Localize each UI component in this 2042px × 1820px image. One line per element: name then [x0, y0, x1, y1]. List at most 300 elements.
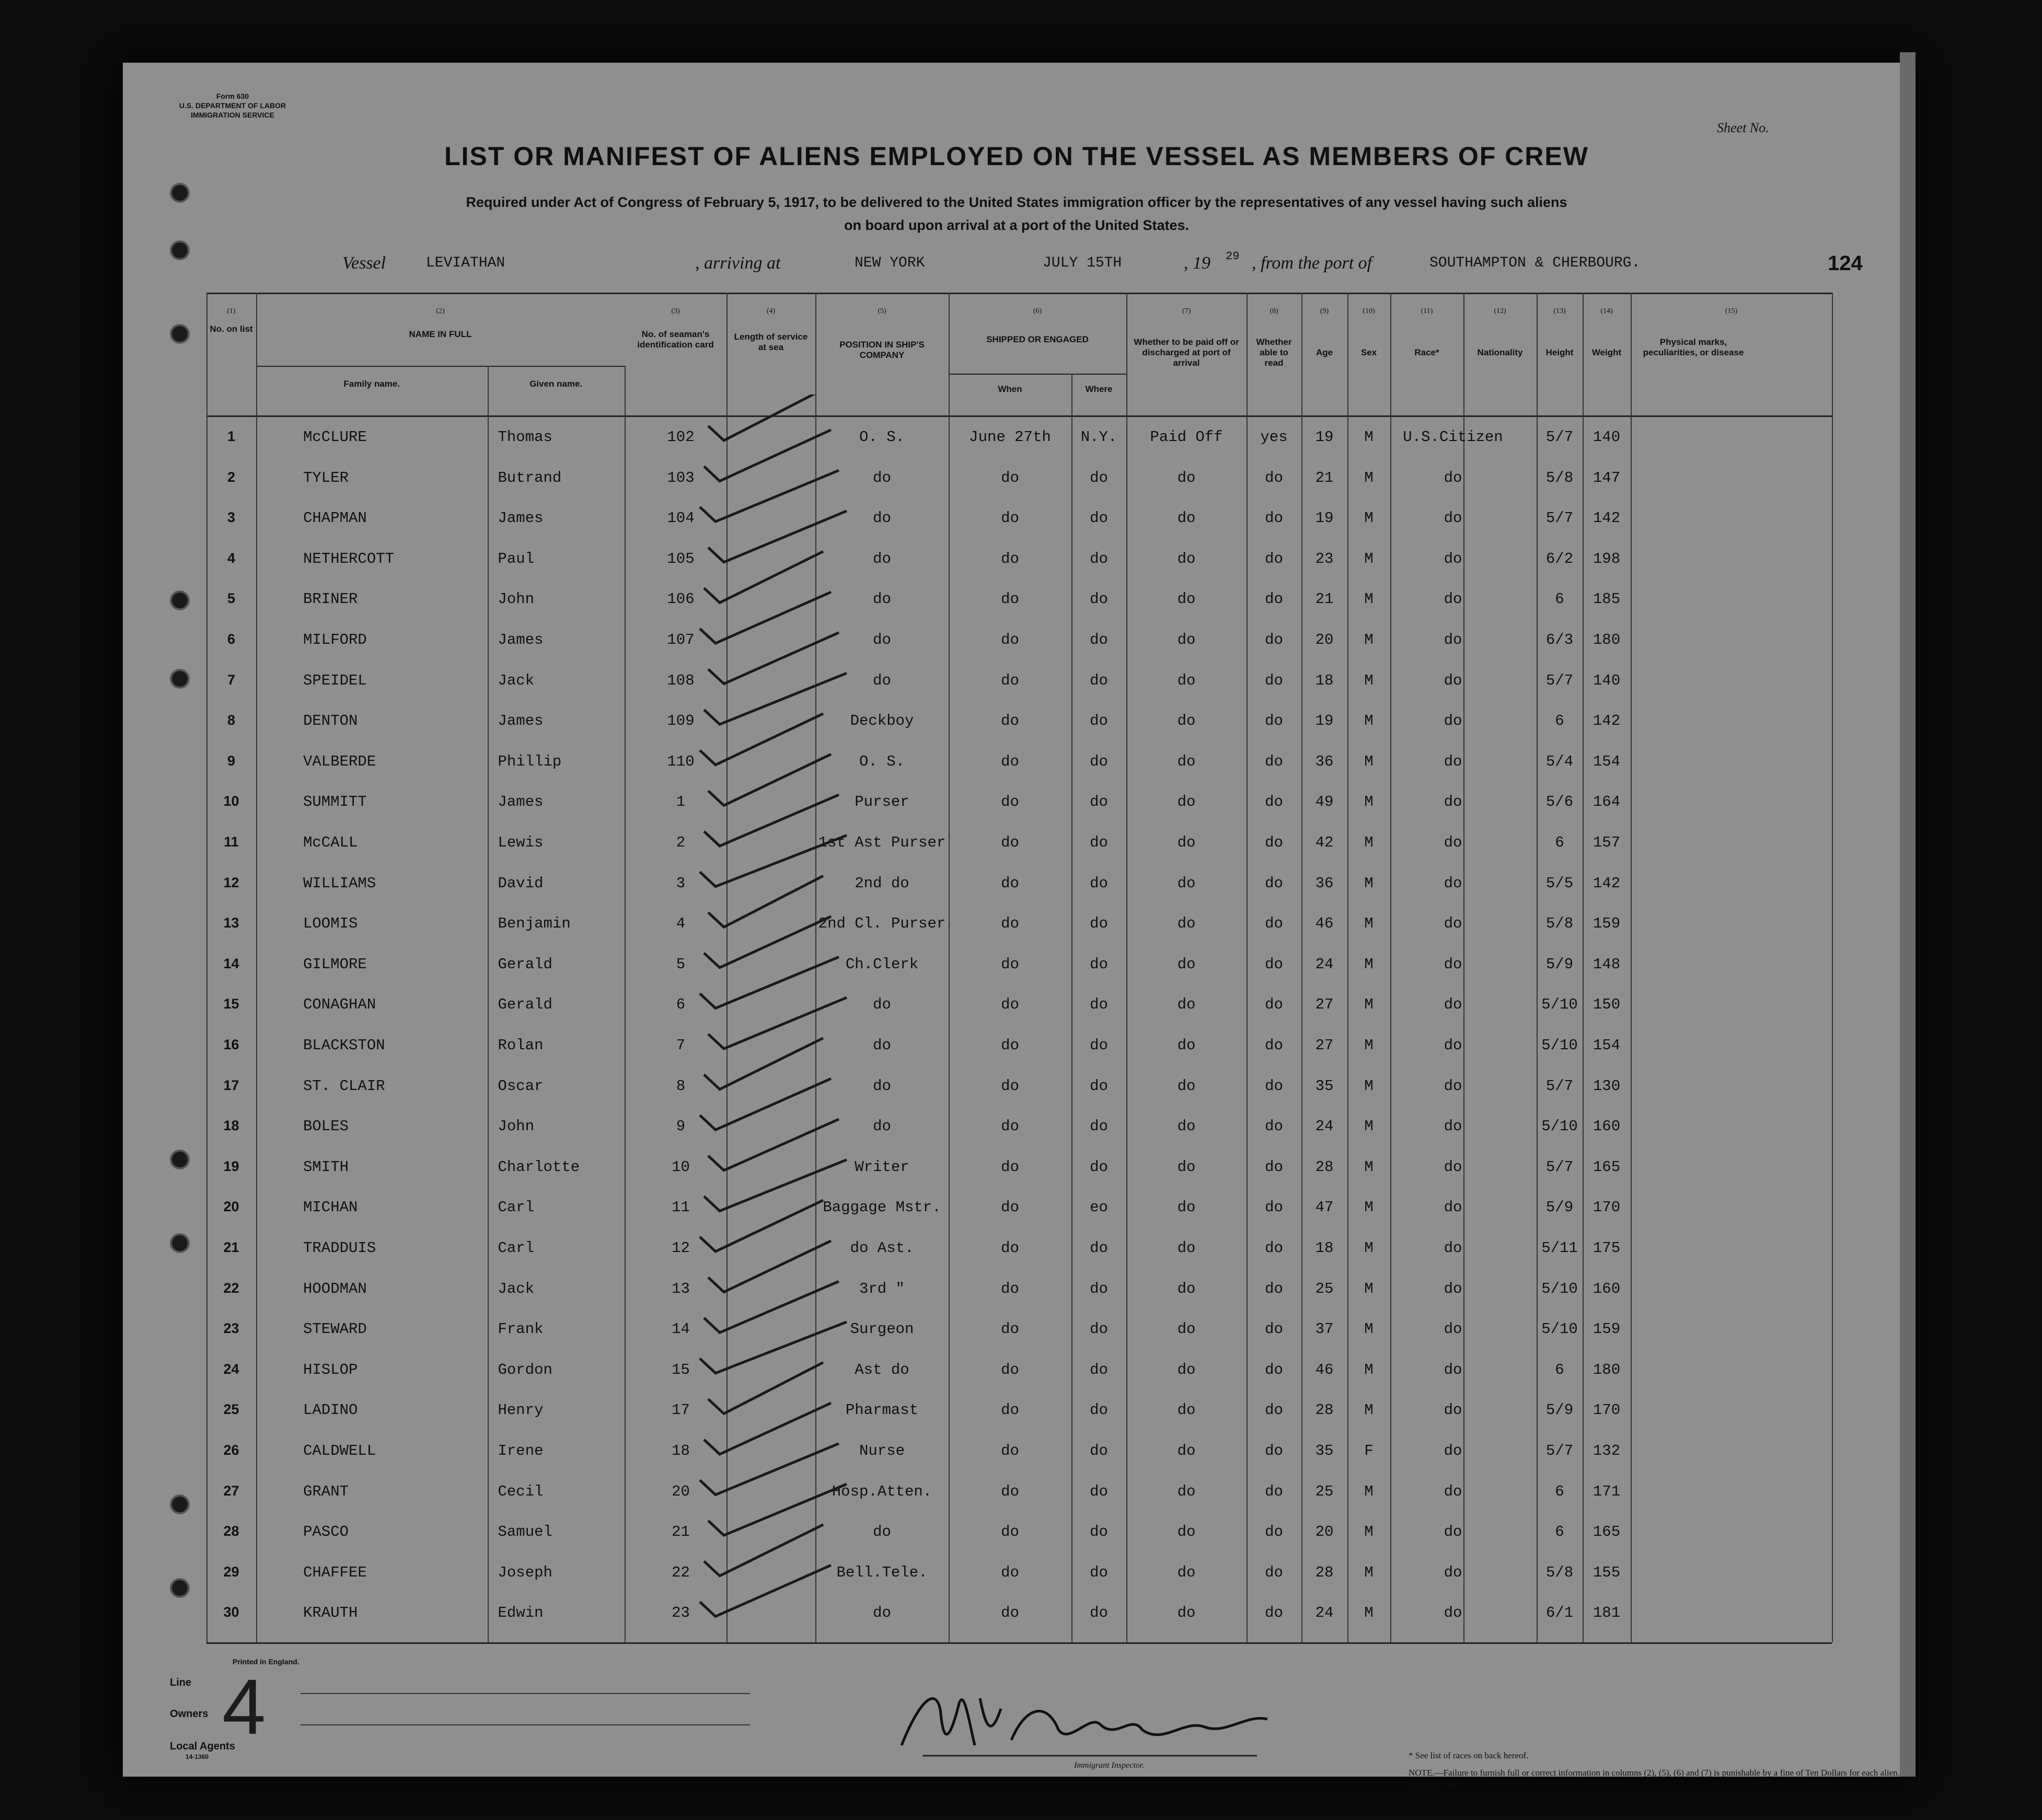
- shipped-where: do: [1090, 1563, 1108, 1581]
- sex: M: [1364, 1037, 1374, 1054]
- ship-position: do: [873, 1118, 891, 1135]
- weight: 140: [1593, 428, 1621, 446]
- row-number: 11: [224, 834, 239, 850]
- shipped-when: do: [1001, 996, 1019, 1014]
- race-nationality: do: [1444, 752, 1462, 770]
- row-number: 19: [223, 1158, 239, 1174]
- seaman-card-number: 2: [676, 834, 686, 851]
- family-name: SPEIDEL: [303, 671, 367, 689]
- header-given-name: Given name.: [529, 379, 583, 389]
- shipped-when: do: [1001, 1239, 1019, 1257]
- paid-off: do: [1177, 469, 1196, 486]
- family-name: BOLES: [303, 1118, 349, 1135]
- age: 27: [1315, 1037, 1334, 1054]
- height: 5/9: [1545, 1401, 1574, 1419]
- check-mark: [704, 1160, 847, 1211]
- paid-off: do: [1177, 996, 1196, 1014]
- shipped-where: do: [1090, 631, 1108, 648]
- weight: 170: [1593, 1401, 1621, 1419]
- paid-off: do: [1177, 1442, 1196, 1459]
- seaman-card-number: 18: [672, 1442, 690, 1459]
- header-race: Race*: [1414, 347, 1439, 357]
- race-nationality: do: [1444, 1442, 1462, 1459]
- able-to-read: do: [1265, 469, 1283, 486]
- age: 24: [1315, 955, 1334, 973]
- age: 46: [1315, 1361, 1334, 1378]
- height: 6: [1555, 1482, 1564, 1500]
- height: 5/10: [1541, 1280, 1578, 1297]
- ship-position: do: [873, 671, 891, 689]
- shipped-where: do: [1090, 1361, 1108, 1378]
- given-name: Cecil: [498, 1482, 544, 1500]
- height: 6/1: [1545, 1604, 1574, 1622]
- height: 5/6: [1545, 793, 1574, 811]
- page-title: LIST OR MANIFEST OF ALIENS EMPLOYED ON THE VESSEL AS MEMBERS OF CREW: [444, 142, 1589, 171]
- column-number: (13): [1553, 307, 1566, 315]
- seaman-card-number: 109: [667, 712, 695, 730]
- ship-position: Deckboy: [850, 712, 914, 730]
- ship-position: Surgeon: [850, 1320, 914, 1338]
- ship-position: do Ast.: [850, 1239, 914, 1257]
- family-name: ST. CLAIR: [303, 1077, 385, 1095]
- given-name: Henry: [498, 1401, 544, 1419]
- table-top-rule: [206, 293, 1832, 294]
- age: 21: [1315, 469, 1334, 486]
- sex: M: [1364, 955, 1374, 973]
- shipped-where: do: [1090, 1077, 1108, 1095]
- sex: M: [1364, 1563, 1374, 1581]
- shipped-subrule: [949, 374, 1126, 375]
- ship-position: Bell.Tele.: [836, 1563, 928, 1581]
- paid-off: do: [1177, 834, 1196, 851]
- row-number: 16: [223, 1037, 239, 1052]
- row-number: 17: [223, 1077, 239, 1093]
- sex: M: [1364, 793, 1374, 811]
- sex: M: [1364, 1604, 1374, 1622]
- row-number: 12: [223, 874, 239, 890]
- seaman-card-number: 7: [676, 1037, 686, 1054]
- shipped-when: do: [1001, 955, 1019, 973]
- able-to-read: do: [1265, 550, 1283, 567]
- shipped-when: do: [1001, 550, 1019, 567]
- header-weight: Weight: [1591, 347, 1622, 357]
- seaman-card-number: 3: [676, 874, 686, 892]
- shipped-where: do: [1090, 550, 1108, 567]
- header-height: Height: [1545, 347, 1574, 357]
- family-name: LADINO: [303, 1401, 358, 1419]
- given-name: James: [498, 712, 544, 730]
- race-nationality: do: [1444, 631, 1462, 648]
- ship-position: do: [873, 1523, 891, 1541]
- sex: M: [1364, 671, 1374, 689]
- column-rule: [1832, 293, 1833, 1642]
- ship-position: Writer: [855, 1158, 909, 1176]
- ship-position: do: [873, 590, 891, 608]
- shipped-where: do: [1090, 1239, 1108, 1257]
- arrival-year: 29: [1226, 250, 1240, 263]
- punch-hole: [170, 1578, 190, 1598]
- given-name: Carl: [498, 1239, 535, 1257]
- family-name: VALBERDE: [303, 752, 376, 770]
- shipped-when: do: [1001, 631, 1019, 648]
- from-port: SOUTHAMPTON & CHERBOURG.: [1429, 255, 1641, 271]
- row-number: 28: [223, 1523, 239, 1539]
- given-name: Carl: [498, 1199, 535, 1216]
- paid-off: do: [1177, 590, 1196, 608]
- weight: 130: [1593, 1077, 1621, 1095]
- paid-off: do: [1177, 874, 1196, 892]
- stacked-page-edge: [1900, 52, 1916, 1777]
- row-number: 6: [227, 631, 236, 647]
- shipped-when: do: [1001, 671, 1019, 689]
- ship-position: do: [873, 550, 891, 567]
- check-mark: [704, 1281, 839, 1332]
- weight: 185: [1593, 590, 1621, 608]
- weight: 132: [1593, 1442, 1621, 1459]
- family-name: McCALL: [303, 834, 358, 851]
- height: 5/7: [1545, 509, 1574, 527]
- sheet-no-label: Sheet No.: [1717, 120, 1769, 135]
- shipped-when: do: [1001, 509, 1019, 527]
- height: 5/7: [1545, 1442, 1574, 1459]
- punch-hole: [170, 240, 190, 260]
- column-number: (7): [1182, 307, 1191, 315]
- weight: 180: [1593, 1361, 1621, 1378]
- weight: 155: [1593, 1563, 1621, 1581]
- header-sex: Sex: [1360, 347, 1377, 357]
- paid-off: do: [1177, 631, 1196, 648]
- family-name: BRINER: [303, 590, 358, 608]
- paid-off: do: [1177, 1482, 1196, 1500]
- arrival-date: JULY 15TH: [1043, 255, 1122, 271]
- subtitle-line-1: Required under Act of Congress of February 5, 1917, to be delivered to the United States immigration officer by the representatives of any vessel having such aliens: [466, 194, 1567, 210]
- age: 27: [1315, 996, 1334, 1014]
- able-to-read: do: [1265, 874, 1283, 892]
- age: 49: [1315, 793, 1334, 811]
- check-mark: [700, 957, 839, 1008]
- able-to-read: do: [1265, 1037, 1283, 1054]
- ship-position: 2nd do: [855, 874, 909, 892]
- height: 5/9: [1545, 1199, 1574, 1216]
- given-name: John: [498, 590, 535, 608]
- sex: M: [1364, 915, 1374, 933]
- paid-off: do: [1177, 1280, 1196, 1297]
- weight: 140: [1593, 671, 1621, 689]
- seaman-card-number: 21: [672, 1523, 690, 1541]
- seaman-card-number: 12: [672, 1239, 690, 1257]
- race-nationality: do: [1444, 1482, 1462, 1500]
- paid-off: do: [1177, 550, 1196, 567]
- check-marks: [572, 395, 938, 1621]
- paid-off: do: [1177, 1118, 1196, 1135]
- able-to-read: do: [1265, 955, 1283, 973]
- ship-position: 2nd Cl. Purser: [818, 915, 946, 933]
- age: 28: [1315, 1563, 1334, 1581]
- able-to-read: do: [1265, 996, 1283, 1014]
- given-name: Gerald: [498, 955, 552, 973]
- owners-label: Owners: [170, 1708, 209, 1720]
- able-to-read: yes: [1260, 428, 1288, 446]
- ship-position: Ast do: [855, 1361, 909, 1378]
- shipped-when: do: [1001, 793, 1019, 811]
- able-to-read: do: [1265, 590, 1283, 608]
- ship-position: Pharmast: [845, 1401, 919, 1419]
- weight: 175: [1593, 1239, 1621, 1257]
- subtitle-line-2: on board upon arrival at a port of the United States.: [844, 217, 1190, 233]
- race-nationality: U.S.Citizen: [1403, 428, 1503, 446]
- shipped-where: do: [1090, 1442, 1108, 1459]
- height: 5/11: [1541, 1239, 1578, 1257]
- shipped-where: do: [1090, 1523, 1108, 1541]
- row-number: 7: [227, 671, 236, 688]
- form-number: Form 630: [216, 92, 249, 100]
- shipped-where: do: [1090, 469, 1108, 486]
- seaman-card-number: 20: [672, 1482, 690, 1500]
- race-footnote: * See list of races on back hereof.: [1409, 1751, 1529, 1760]
- check-mark: [708, 511, 847, 562]
- weight: 142: [1593, 712, 1621, 730]
- shipped-when: do: [1001, 1118, 1019, 1135]
- race-nationality: do: [1444, 1118, 1462, 1135]
- row-number: 9: [227, 752, 236, 769]
- weight: 160: [1593, 1118, 1621, 1135]
- family-name: PASCO: [303, 1523, 349, 1541]
- shipped-where: do: [1090, 1401, 1108, 1419]
- shipped-where: do: [1090, 509, 1108, 527]
- height: 5/4: [1545, 752, 1574, 770]
- paid-off: do: [1177, 1604, 1196, 1622]
- given-name: Butrand: [498, 469, 562, 486]
- signature-graphic: [891, 1683, 1288, 1761]
- age: 35: [1315, 1077, 1334, 1095]
- paid-off: do: [1177, 915, 1196, 933]
- height: 6/3: [1545, 631, 1574, 648]
- given-name: Rolan: [498, 1037, 544, 1054]
- column-number: (2): [436, 307, 445, 315]
- sex: M: [1364, 1320, 1374, 1338]
- seaman-card-number: 23: [672, 1604, 690, 1622]
- age: 36: [1315, 874, 1334, 892]
- height: 5/7: [1545, 1158, 1574, 1176]
- row-number: 10: [223, 793, 239, 809]
- race-nationality: do: [1444, 834, 1462, 851]
- height: 5/7: [1545, 428, 1574, 446]
- check-mark: [700, 592, 831, 643]
- able-to-read: do: [1265, 1523, 1283, 1541]
- sex: M: [1364, 712, 1374, 730]
- family-name: STEWARD: [303, 1320, 367, 1338]
- ship-position: Hosp.Atten.: [832, 1482, 932, 1500]
- weight: 142: [1593, 874, 1621, 892]
- check-mark: [704, 1403, 831, 1454]
- paid-off: do: [1177, 1037, 1196, 1054]
- row-number: 27: [223, 1482, 239, 1499]
- ship-position: Nurse: [859, 1442, 905, 1459]
- age: 24: [1315, 1118, 1334, 1135]
- shipped-where: do: [1090, 1037, 1108, 1054]
- able-to-read: do: [1265, 1199, 1283, 1216]
- punch-hole: [170, 183, 190, 203]
- given-name: Charlotte: [498, 1158, 580, 1176]
- sex: M: [1364, 1118, 1374, 1135]
- height: 5/8: [1545, 469, 1574, 486]
- inspector-label: Immigrant Inspector.: [1074, 1761, 1145, 1770]
- row-number: 25: [223, 1401, 239, 1418]
- age: 20: [1315, 631, 1334, 648]
- paid-off: do: [1177, 1158, 1196, 1176]
- check-mark: [708, 1119, 839, 1170]
- paid-off: do: [1177, 1563, 1196, 1581]
- sex: M: [1364, 996, 1374, 1014]
- row-number: 30: [223, 1604, 239, 1620]
- row-number: 2: [227, 469, 236, 485]
- shipped-where: do: [1090, 671, 1108, 689]
- check-mark: [700, 1565, 831, 1616]
- row-number: 5: [227, 590, 236, 607]
- race-nationality: do: [1444, 915, 1462, 933]
- height: 5/8: [1545, 1563, 1574, 1581]
- paid-off: do: [1177, 1199, 1196, 1216]
- height: 6/2: [1545, 550, 1574, 567]
- shipped-where: eo: [1090, 1199, 1108, 1216]
- shipped-when: do: [1001, 712, 1019, 730]
- shipped-when: do: [1001, 1280, 1019, 1297]
- shipped-when: do: [1001, 1361, 1019, 1378]
- family-name: LOOMIS: [303, 915, 358, 933]
- from-label: , from the port of: [1252, 253, 1372, 273]
- shipped-when: do: [1001, 1077, 1019, 1095]
- sex: M: [1364, 1280, 1374, 1297]
- race-nationality: do: [1444, 955, 1462, 973]
- age: 19: [1315, 428, 1334, 446]
- height: 6: [1555, 712, 1564, 730]
- family-name: SMITH: [303, 1158, 349, 1176]
- family-name: CHAPMAN: [303, 509, 367, 527]
- inspector-signature: [891, 1683, 1288, 1770]
- given-name: Jack: [498, 671, 535, 689]
- header-nationality: Nationality: [1477, 347, 1523, 357]
- arriving-port: NEW YORK: [855, 255, 925, 271]
- paid-off: do: [1177, 1320, 1196, 1338]
- header-service-length: Length of service at sea: [734, 332, 808, 352]
- able-to-read: do: [1265, 509, 1283, 527]
- header-able-read: Whether able to read: [1256, 337, 1292, 368]
- seaman-card-number: 9: [676, 1118, 686, 1135]
- sex: M: [1364, 590, 1374, 608]
- column-number: (8): [1270, 307, 1278, 315]
- race-nationality: do: [1444, 1604, 1462, 1622]
- seaman-card-number: 105: [667, 550, 695, 567]
- header-when: When: [998, 384, 1022, 394]
- height: 6: [1555, 834, 1564, 851]
- header-bottom-rule: [206, 415, 1832, 417]
- able-to-read: do: [1265, 1604, 1283, 1622]
- check-mark: [700, 836, 847, 887]
- row-number: 23: [223, 1320, 239, 1337]
- able-to-read: do: [1265, 1563, 1283, 1581]
- height: 5/10: [1541, 1118, 1578, 1135]
- manifest-sheet: [123, 63, 1910, 1789]
- age: 42: [1315, 834, 1334, 851]
- sex: M: [1364, 1199, 1374, 1216]
- header-where: Where: [1085, 384, 1113, 394]
- shipped-where: do: [1090, 996, 1108, 1014]
- race-nationality: do: [1444, 996, 1462, 1014]
- height: 6: [1555, 1523, 1564, 1541]
- sex: M: [1364, 550, 1374, 567]
- age: 25: [1315, 1280, 1334, 1297]
- able-to-read: do: [1265, 671, 1283, 689]
- shipped-where: do: [1090, 915, 1108, 933]
- age: 23: [1315, 550, 1334, 567]
- able-to-read: do: [1265, 1482, 1283, 1500]
- row-number: 29: [223, 1563, 239, 1580]
- check-mark: [708, 998, 847, 1049]
- weight: 150: [1593, 996, 1621, 1014]
- shipped-where: do: [1090, 874, 1108, 892]
- able-to-read: do: [1265, 1280, 1283, 1297]
- age: 20: [1315, 1523, 1334, 1541]
- weight: 165: [1593, 1158, 1621, 1176]
- race-nationality: do: [1444, 550, 1462, 567]
- shipped-when: do: [1001, 1523, 1019, 1541]
- shipped-when: do: [1001, 1442, 1019, 1459]
- shipped-where: do: [1090, 834, 1108, 851]
- ship-position: Baggage Mstr.: [823, 1199, 941, 1216]
- paid-off: do: [1177, 1077, 1196, 1095]
- weight: 154: [1593, 1037, 1621, 1054]
- check-mark: [708, 633, 839, 684]
- column-number: (15): [1725, 307, 1738, 315]
- year-prefix: , 19: [1184, 253, 1210, 273]
- seaman-card-number: 17: [672, 1401, 690, 1419]
- paid-off: do: [1177, 793, 1196, 811]
- race-nationality: do: [1444, 1037, 1462, 1054]
- shipped-where: do: [1090, 1320, 1108, 1338]
- shipped-when: do: [1001, 1037, 1019, 1054]
- able-to-read: do: [1265, 1442, 1283, 1459]
- check-mark: [700, 1444, 839, 1495]
- family-name: TYLER: [303, 469, 349, 486]
- paid-off: do: [1177, 1239, 1196, 1257]
- header-position: POSITION IN SHIP'S COMPANY: [839, 340, 925, 360]
- ship-position: O. S.: [859, 428, 905, 446]
- seaman-card-number: 13: [672, 1280, 690, 1297]
- column-number: (5): [878, 307, 886, 315]
- ship-position: do: [873, 1077, 891, 1095]
- row-number: 26: [223, 1442, 239, 1458]
- weight: 148: [1593, 955, 1621, 973]
- weight: 159: [1593, 915, 1621, 933]
- race-nationality: do: [1444, 509, 1462, 527]
- race-nationality: do: [1444, 1239, 1462, 1257]
- row-number: 1: [227, 428, 236, 444]
- row-number: 15: [223, 996, 239, 1012]
- header-family-name: Family name.: [343, 379, 400, 389]
- ship-position: 1st Ast Purser: [818, 834, 946, 851]
- row-number: 22: [223, 1280, 239, 1296]
- given-name: John: [498, 1118, 535, 1135]
- given-name: James: [498, 631, 544, 648]
- table-bottom-rule: [206, 1642, 1832, 1644]
- check-mark: [700, 470, 839, 521]
- form-code: 14-1360: [186, 1753, 209, 1760]
- race-nationality: do: [1444, 671, 1462, 689]
- paid-off: do: [1177, 752, 1196, 770]
- paid-off: do: [1177, 1523, 1196, 1541]
- height: 5/10: [1541, 1037, 1578, 1054]
- shipped-when: do: [1001, 590, 1019, 608]
